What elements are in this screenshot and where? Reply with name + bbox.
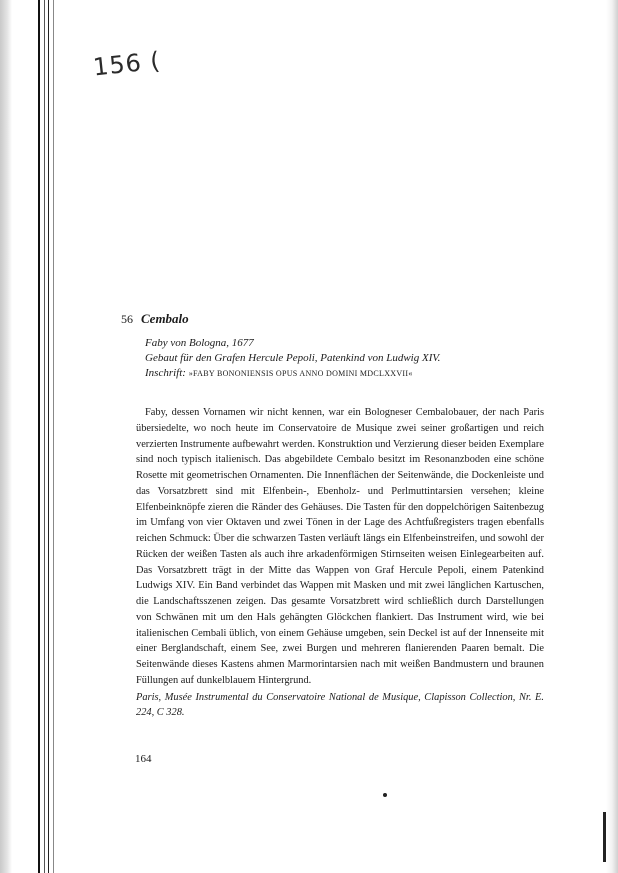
maker-line: Faby von Bologna, 1677: [145, 337, 254, 349]
entry-number: 56: [121, 312, 133, 326]
scan-speck: [383, 793, 387, 797]
inscription-label: Inschrift:: [145, 367, 186, 379]
page-edge-shadow: [606, 0, 618, 873]
body-text: [136, 405, 544, 721]
gutter-line: [53, 0, 54, 873]
gutter-line: [48, 0, 49, 873]
entry-title: Cembalo: [141, 311, 189, 326]
gutter-line: [38, 0, 40, 873]
inscription-text: »FABY BONONIENSIS OPUS ANNO DOMINI MDCLXXVII«: [188, 369, 413, 378]
page-number: 164: [135, 753, 152, 765]
built-for-line: Gebaut für den Grafen Hercule Pepoli, Patenkind von Ludwig XIV.: [145, 352, 441, 364]
source-citation: Paris, Musée Instrumental du Conservatoire National de Musique, Clapisson Collection, Nr. E. 224, C 328.: [136, 691, 544, 719]
gutter-line: [44, 0, 45, 873]
entry-heading: [121, 311, 189, 327]
inscription-line: [145, 366, 440, 381]
gutter-shadow: [0, 0, 12, 873]
handwritten-annotation: 156 (: [91, 46, 163, 82]
entry-metadata: [145, 336, 440, 381]
description-paragraph: Faby, dessen Vornamen wir nicht kennen, war ein Bologneser Cembalobauer, der nach Paris übersiedelte, wo noch heute im Conservatoire de Musique zwei seiner großartigen und reich verzierten Instrumente aufbewahrt werden. Konstruktion und Verzierung dieser beiden Exemplare sind noch typisch italienisch. Das abgebildete Cembalo besitzt im Resonanzboden eine schöne Rosette mit geometrischen Ornamenten. Die Innenflächen der Seitenwände, die Dockenleiste und das Vorsatzbrett sind mit Elfenbein-, Ebenholz- und Perlmuttintarsien versehen; kleine Elfenbeinknöpfe zieren die Ränder des Gehäuses. Die Tasten für den doppelchörigen Saitenbezug im Umfang von vier Oktaven und zwei Tönen in der Lage des Achtfußregisters tragen ebenfalls reichen Schmuck: Über die schwarzen Tasten verläuft längs ein Elfenbeinstreifen, und sowohl der Rücken der weißen Tasten als auch ihre arkadenförmigen Stirnseiten weisen Einlegearbeiten auf. Das Vorsatzbrett trägt in der Mitte das Wappen von Graf Hercule Pepoli, einem Patenkind Ludwigs XIV. Ein Band verbindet das Wappen mit Masken und mit zwei länglichen Kartuschen, die Landschaftsszenen zeigen. Das gesamte Vorsatzbrett wird schließlich durch Darstellungen von Schwänen mit um den Hals gehängten Glöckchen flankiert. Das Instrument wird, wie bei italienischen Cembali üblich, von einem Gehäuse umgeben, sein Deckel ist auf der Innenseite mit einer Berglandschaft, einem See, zwei Burgen und mehreren flanierenden Paaren bemalt. Die Seitenwände dieses Kastens ahmen Marmorintarsien nach mit weißen Bandmustern und braunen Füllungen auf dunkelblauem Hintergrund.: [136, 407, 544, 686]
edge-mark: [603, 812, 606, 862]
